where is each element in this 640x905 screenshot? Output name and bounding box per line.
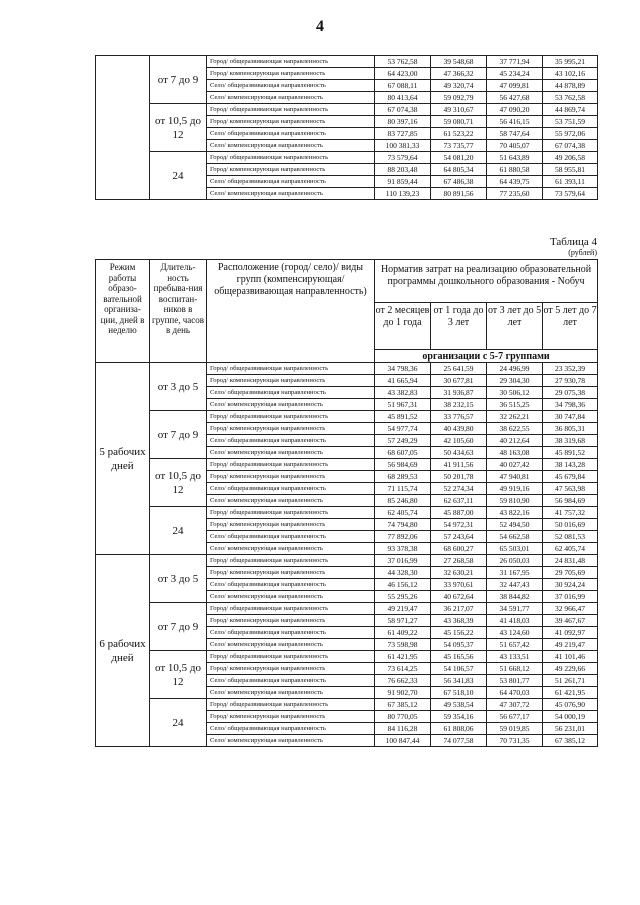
value-cell: 40 212,64 [487, 435, 543, 447]
value-cell: 67 074,38 [375, 104, 431, 116]
value-cell: 71 115,74 [375, 483, 431, 495]
value-cell: 59 080,71 [431, 116, 487, 128]
value-cell: 51 668,12 [487, 663, 543, 675]
location-cell: Город/ компенсирующая направленность [207, 423, 375, 435]
value-cell: 47 099,81 [487, 80, 543, 92]
value-cell: 74 794,80 [375, 519, 431, 531]
location-cell: Село/ общеразвивающая направленность [207, 627, 375, 639]
duration-cell: от 10,5 до 12 [150, 459, 207, 507]
value-cell: 67 074,38 [543, 140, 598, 152]
value-cell: 80 891,56 [431, 188, 487, 200]
value-cell: 39 548,68 [431, 56, 487, 68]
value-cell: 56 984,69 [375, 459, 431, 471]
value-cell: 44 878,89 [543, 80, 598, 92]
table4-unit: (рублей) [568, 248, 597, 257]
value-cell: 34 798,36 [543, 399, 598, 411]
location-cell: Село/ компенсирующая направленность [207, 639, 375, 651]
value-cell: 39 467,67 [543, 615, 598, 627]
value-cell: 30 924,24 [543, 579, 598, 591]
value-cell: 110 139,23 [375, 188, 431, 200]
value-cell: 43 822,16 [487, 507, 543, 519]
value-cell: 36 515,25 [487, 399, 543, 411]
table-row [96, 459, 598, 471]
duration-cell: 24 [150, 699, 207, 747]
location-cell: Село/ компенсирующая направленность [207, 188, 375, 200]
value-cell: 51 643,89 [487, 152, 543, 164]
value-cell: 45 891,52 [543, 447, 598, 459]
table-4 [95, 259, 598, 747]
value-cell: 64 470,03 [487, 687, 543, 699]
value-cell: 80 413,64 [375, 92, 431, 104]
duration-cell: 24 [150, 507, 207, 555]
value-cell: 29 304,30 [487, 375, 543, 387]
value-cell: 67 486,38 [431, 176, 487, 188]
value-cell: 41 911,56 [431, 459, 487, 471]
value-cell: 70 731,35 [487, 735, 543, 747]
duration-cell: от 10,5 до 12 [150, 651, 207, 699]
value-cell: 52 081,53 [543, 531, 598, 543]
duration-cell: 24 [150, 152, 207, 200]
value-cell: 49 538,54 [431, 699, 487, 711]
table-row [96, 363, 598, 375]
location-cell: Город/ общеразвивающая направленность [207, 555, 375, 567]
value-cell: 67 518,10 [431, 687, 487, 699]
value-cell: 57 249,29 [375, 435, 431, 447]
value-cell: 54 972,31 [431, 519, 487, 531]
location-cell: Село/ компенсирующая направленность [207, 495, 375, 507]
value-cell: 68 600,27 [431, 543, 487, 555]
value-cell: 56 416,15 [487, 116, 543, 128]
value-cell: 45 156,22 [431, 627, 487, 639]
location-cell: Село/ общеразвивающая направленность [207, 435, 375, 447]
value-cell: 51 261,71 [543, 675, 598, 687]
location-cell: Село/ компенсирующая направленность [207, 399, 375, 411]
value-cell: 27 268,58 [431, 555, 487, 567]
value-cell: 43 133,51 [487, 651, 543, 663]
value-cell: 30 506,12 [487, 387, 543, 399]
location-cell: Село/ общеразвивающая направленность [207, 176, 375, 188]
location-cell: Город/ компенсирующая направленность [207, 615, 375, 627]
value-cell: 91 902,70 [375, 687, 431, 699]
value-cell: 54 977,74 [375, 423, 431, 435]
value-cell: 24 496,99 [487, 363, 543, 375]
value-cell: 38 232,15 [431, 399, 487, 411]
location-cell: Город/ компенсирующая направленность [207, 711, 375, 723]
value-cell: 64 423,00 [375, 68, 431, 80]
location-cell: Село/ общеразвивающая направленность [207, 128, 375, 140]
value-cell: 73 614,25 [375, 663, 431, 675]
value-cell: 44 869,74 [543, 104, 598, 116]
value-cell: 52 494,50 [487, 519, 543, 531]
value-cell: 53 751,59 [543, 116, 598, 128]
header-age-2: от 1 года до 3 лет [431, 303, 487, 350]
value-cell: 53 762,58 [543, 92, 598, 104]
value-cell: 49 219,47 [375, 603, 431, 615]
value-cell: 80 397,16 [375, 116, 431, 128]
value-cell: 61 421,95 [543, 687, 598, 699]
table-row [96, 104, 598, 116]
value-cell: 73 735,77 [431, 140, 487, 152]
value-cell: 61 421,95 [375, 651, 431, 663]
value-cell: 45 887,00 [431, 507, 487, 519]
value-cell: 61 880,58 [487, 164, 543, 176]
value-cell: 56 341,83 [431, 675, 487, 687]
location-cell: Село/ общеразвивающая направленность [207, 483, 375, 495]
value-cell: 31 167,95 [487, 567, 543, 579]
value-cell: 61 808,06 [431, 723, 487, 735]
value-cell: 61 523,22 [431, 128, 487, 140]
location-cell: Город/ компенсирующая направленность [207, 68, 375, 80]
value-cell: 53 801,77 [487, 675, 543, 687]
value-cell: 49 310,67 [431, 104, 487, 116]
table-row [96, 507, 598, 519]
value-cell: 45 234,24 [487, 68, 543, 80]
location-cell: Село/ компенсирующая направленность [207, 543, 375, 555]
value-cell: 41 101,46 [543, 651, 598, 663]
value-cell: 56 231,01 [543, 723, 598, 735]
value-cell: 48 163,08 [487, 447, 543, 459]
value-cell: 57 243,64 [431, 531, 487, 543]
table-row [96, 56, 598, 68]
value-cell: 58 971,27 [375, 615, 431, 627]
location-cell: Город/ компенсирующая направленность [207, 663, 375, 675]
value-cell: 33 970,61 [431, 579, 487, 591]
value-cell: 36 805,31 [543, 423, 598, 435]
value-cell: 24 831,48 [543, 555, 598, 567]
value-cell: 59 810,90 [487, 495, 543, 507]
location-cell: Село/ компенсирующая направленность [207, 735, 375, 747]
location-cell: Город/ общеразвивающая направленность [207, 651, 375, 663]
value-cell: 59 019,85 [487, 723, 543, 735]
value-cell: 73 598,98 [375, 639, 431, 651]
location-cell: Село/ общеразвивающая направленность [207, 531, 375, 543]
value-cell: 67 385,12 [375, 699, 431, 711]
value-cell: 50 434,63 [431, 447, 487, 459]
value-cell: 32 447,43 [487, 579, 543, 591]
header-location: Расположение (город/ село)/ виды групп (компенсирующая/ общеразвивающая направленность) [207, 260, 375, 363]
value-cell: 45 891,52 [375, 411, 431, 423]
value-cell: 32 630,21 [431, 567, 487, 579]
header-age-4: от 5 лет до 7 лет [543, 303, 598, 350]
value-cell: 38 844,82 [487, 591, 543, 603]
header-age-1: от 2 месяцев до 1 года [375, 303, 431, 350]
value-cell: 70 405,07 [487, 140, 543, 152]
value-cell: 58 955,81 [543, 164, 598, 176]
value-cell: 29 705,69 [543, 567, 598, 579]
blank-cell [96, 56, 150, 200]
value-cell: 73 579,64 [543, 188, 598, 200]
header-org: организации с 5-7 группами [375, 350, 598, 363]
location-cell: Город/ компенсирующая направленность [207, 567, 375, 579]
table-row [96, 699, 598, 711]
value-cell: 50 201,78 [431, 471, 487, 483]
value-cell: 47 366,32 [431, 68, 487, 80]
value-cell: 54 081,20 [431, 152, 487, 164]
value-cell: 38 622,55 [487, 423, 543, 435]
value-cell: 64 805,34 [431, 164, 487, 176]
value-cell: 58 747,64 [487, 128, 543, 140]
location-cell: Село/ общеразвивающая направленность [207, 80, 375, 92]
table4-caption: Таблица 4 [549, 236, 597, 248]
value-cell: 43 124,60 [487, 627, 543, 639]
value-cell: 54 662,58 [487, 531, 543, 543]
value-cell: 68 289,53 [375, 471, 431, 483]
location-cell: Село/ компенсирующая направленность [207, 687, 375, 699]
table-row [96, 555, 598, 567]
value-cell: 54 095,37 [431, 639, 487, 651]
value-cell: 61 393,11 [543, 176, 598, 188]
value-cell: 54 106,57 [431, 663, 487, 675]
value-cell: 40 672,64 [431, 591, 487, 603]
value-cell: 26 050,03 [487, 555, 543, 567]
value-cell: 37 771,94 [487, 56, 543, 68]
value-cell: 85 246,80 [375, 495, 431, 507]
value-cell: 59 354,16 [431, 711, 487, 723]
value-cell: 47 307,72 [487, 699, 543, 711]
value-cell: 36 217,07 [431, 603, 487, 615]
location-cell: Город/ компенсирующая направленность [207, 471, 375, 483]
mode-cell: 6 рабочих дней [96, 555, 150, 747]
value-cell: 49 229,66 [543, 663, 598, 675]
value-cell: 68 607,05 [375, 447, 431, 459]
value-cell: 47 940,81 [487, 471, 543, 483]
value-cell: 30 677,81 [431, 375, 487, 387]
value-cell: 56 427,68 [487, 92, 543, 104]
value-cell: 73 579,64 [375, 152, 431, 164]
value-cell: 44 328,30 [375, 567, 431, 579]
value-cell: 54 000,19 [543, 711, 598, 723]
value-cell: 49 206,58 [543, 152, 598, 164]
value-cell: 67 088,11 [375, 80, 431, 92]
value-cell: 35 995,21 [543, 56, 598, 68]
value-cell: 32 262,21 [487, 411, 543, 423]
value-cell: 32 966,47 [543, 603, 598, 615]
value-cell: 77 235,60 [487, 188, 543, 200]
value-cell: 47 563,98 [543, 483, 598, 495]
duration-cell: от 3 до 5 [150, 363, 207, 411]
location-cell: Город/ общеразвивающая направленность [207, 459, 375, 471]
value-cell: 49 919,16 [487, 483, 543, 495]
location-cell: Город/ общеразвивающая направленность [207, 56, 375, 68]
value-cell: 49 320,74 [431, 80, 487, 92]
value-cell: 40 439,80 [431, 423, 487, 435]
location-cell: Село/ общеразвивающая направленность [207, 723, 375, 735]
value-cell: 91 859,44 [375, 176, 431, 188]
value-cell: 80 770,05 [375, 711, 431, 723]
value-cell: 37 016,99 [543, 591, 598, 603]
value-cell: 25 641,59 [431, 363, 487, 375]
value-cell: 41 757,32 [543, 507, 598, 519]
value-cell: 29 075,38 [543, 387, 598, 399]
value-cell: 62 405,74 [375, 507, 431, 519]
header-mode: Режим работы образо-вательной организа-ции, дней в неделю [96, 260, 150, 363]
location-cell: Город/ компенсирующая направленность [207, 519, 375, 531]
value-cell: 43 102,16 [543, 68, 598, 80]
location-cell: Село/ компенсирующая направленность [207, 92, 375, 104]
value-cell: 49 219,47 [543, 639, 598, 651]
value-cell: 42 105,60 [431, 435, 487, 447]
value-cell: 45 076,90 [543, 699, 598, 711]
value-cell: 65 503,01 [487, 543, 543, 555]
location-cell: Село/ компенсирующая направленность [207, 140, 375, 152]
location-cell: Город/ компенсирующая направленность [207, 375, 375, 387]
value-cell: 84 116,28 [375, 723, 431, 735]
location-cell: Город/ общеразвивающая направленность [207, 104, 375, 116]
value-cell: 50 016,69 [543, 519, 598, 531]
value-cell: 41 665,94 [375, 375, 431, 387]
value-cell: 34 798,36 [375, 363, 431, 375]
value-cell: 41 418,03 [487, 615, 543, 627]
location-cell: Село/ общеразвивающая направленность [207, 675, 375, 687]
duration-cell: от 3 до 5 [150, 555, 207, 603]
value-cell: 100 381,33 [375, 140, 431, 152]
page-number: 4 [316, 18, 324, 35]
value-cell: 51 967,31 [375, 399, 431, 411]
duration-cell: от 10,5 до 12 [150, 104, 207, 152]
value-cell: 43 368,39 [431, 615, 487, 627]
value-cell: 40 027,42 [487, 459, 543, 471]
location-cell: Село/ компенсирующая направленность [207, 591, 375, 603]
table-row [96, 603, 598, 615]
table-row [96, 411, 598, 423]
value-cell: 59 092,79 [431, 92, 487, 104]
value-cell: 55 972,06 [543, 128, 598, 140]
value-cell: 67 385,12 [543, 735, 598, 747]
top-continuation-table [95, 55, 598, 200]
value-cell: 61 409,22 [375, 627, 431, 639]
location-cell: Город/ общеразвивающая направленность [207, 507, 375, 519]
table-row [96, 152, 598, 164]
duration-cell: от 7 до 9 [150, 411, 207, 459]
value-cell: 76 662,33 [375, 675, 431, 687]
value-cell: 64 439,75 [487, 176, 543, 188]
location-cell: Город/ общеразвивающая направленность [207, 603, 375, 615]
value-cell: 47 090,20 [487, 104, 543, 116]
location-cell: Город/ общеразвивающая направленность [207, 699, 375, 711]
value-cell: 88 203,48 [375, 164, 431, 176]
value-cell: 45 679,84 [543, 471, 598, 483]
location-cell: Село/ компенсирующая направленность [207, 447, 375, 459]
value-cell: 43 382,83 [375, 387, 431, 399]
header-age-3: от 3 лет до 5 лет [487, 303, 543, 350]
value-cell: 62 405,74 [543, 543, 598, 555]
value-cell: 53 762,58 [375, 56, 431, 68]
value-cell: 55 295,26 [375, 591, 431, 603]
value-cell: 38 143,28 [543, 459, 598, 471]
location-cell: Город/ общеразвивающая направленность [207, 411, 375, 423]
value-cell: 51 657,42 [487, 639, 543, 651]
location-cell: Село/ общеразвивающая направленность [207, 579, 375, 591]
value-cell: 33 776,57 [431, 411, 487, 423]
table-row [96, 651, 598, 663]
location-cell: Село/ общеразвивающая направленность [207, 387, 375, 399]
value-cell: 37 016,99 [375, 555, 431, 567]
location-cell: Город/ общеразвивающая направленность [207, 152, 375, 164]
duration-cell: от 7 до 9 [150, 56, 207, 104]
value-cell: 56 984,69 [543, 495, 598, 507]
location-cell: Город/ общеразвивающая направленность [207, 363, 375, 375]
location-cell: Город/ компенсирующая направленность [207, 116, 375, 128]
header-norm: Норматив затрат на реализацию образовательной программы дошкольного образования - Nобуч [375, 260, 598, 303]
value-cell: 31 936,87 [431, 387, 487, 399]
duration-cell: от 7 до 9 [150, 603, 207, 651]
value-cell: 41 092,97 [543, 627, 598, 639]
value-cell: 74 077,58 [431, 735, 487, 747]
value-cell: 27 930,78 [543, 375, 598, 387]
value-cell: 46 156,12 [375, 579, 431, 591]
value-cell: 45 165,56 [431, 651, 487, 663]
value-cell: 30 747,84 [543, 411, 598, 423]
value-cell: 34 591,77 [487, 603, 543, 615]
value-cell: 52 274,34 [431, 483, 487, 495]
value-cell: 56 677,17 [487, 711, 543, 723]
value-cell: 100 847,44 [375, 735, 431, 747]
value-cell: 77 892,06 [375, 531, 431, 543]
value-cell: 93 378,38 [375, 543, 431, 555]
mode-cell: 5 рабочих дней [96, 363, 150, 555]
value-cell: 83 727,85 [375, 128, 431, 140]
value-cell: 23 352,39 [543, 363, 598, 375]
value-cell: 38 319,68 [543, 435, 598, 447]
header-duration: Длитель-ность пребыва-ния воспитан-ников в группе, часов в день [150, 260, 207, 363]
location-cell: Город/ компенсирующая направленность [207, 164, 375, 176]
value-cell: 62 637,11 [431, 495, 487, 507]
